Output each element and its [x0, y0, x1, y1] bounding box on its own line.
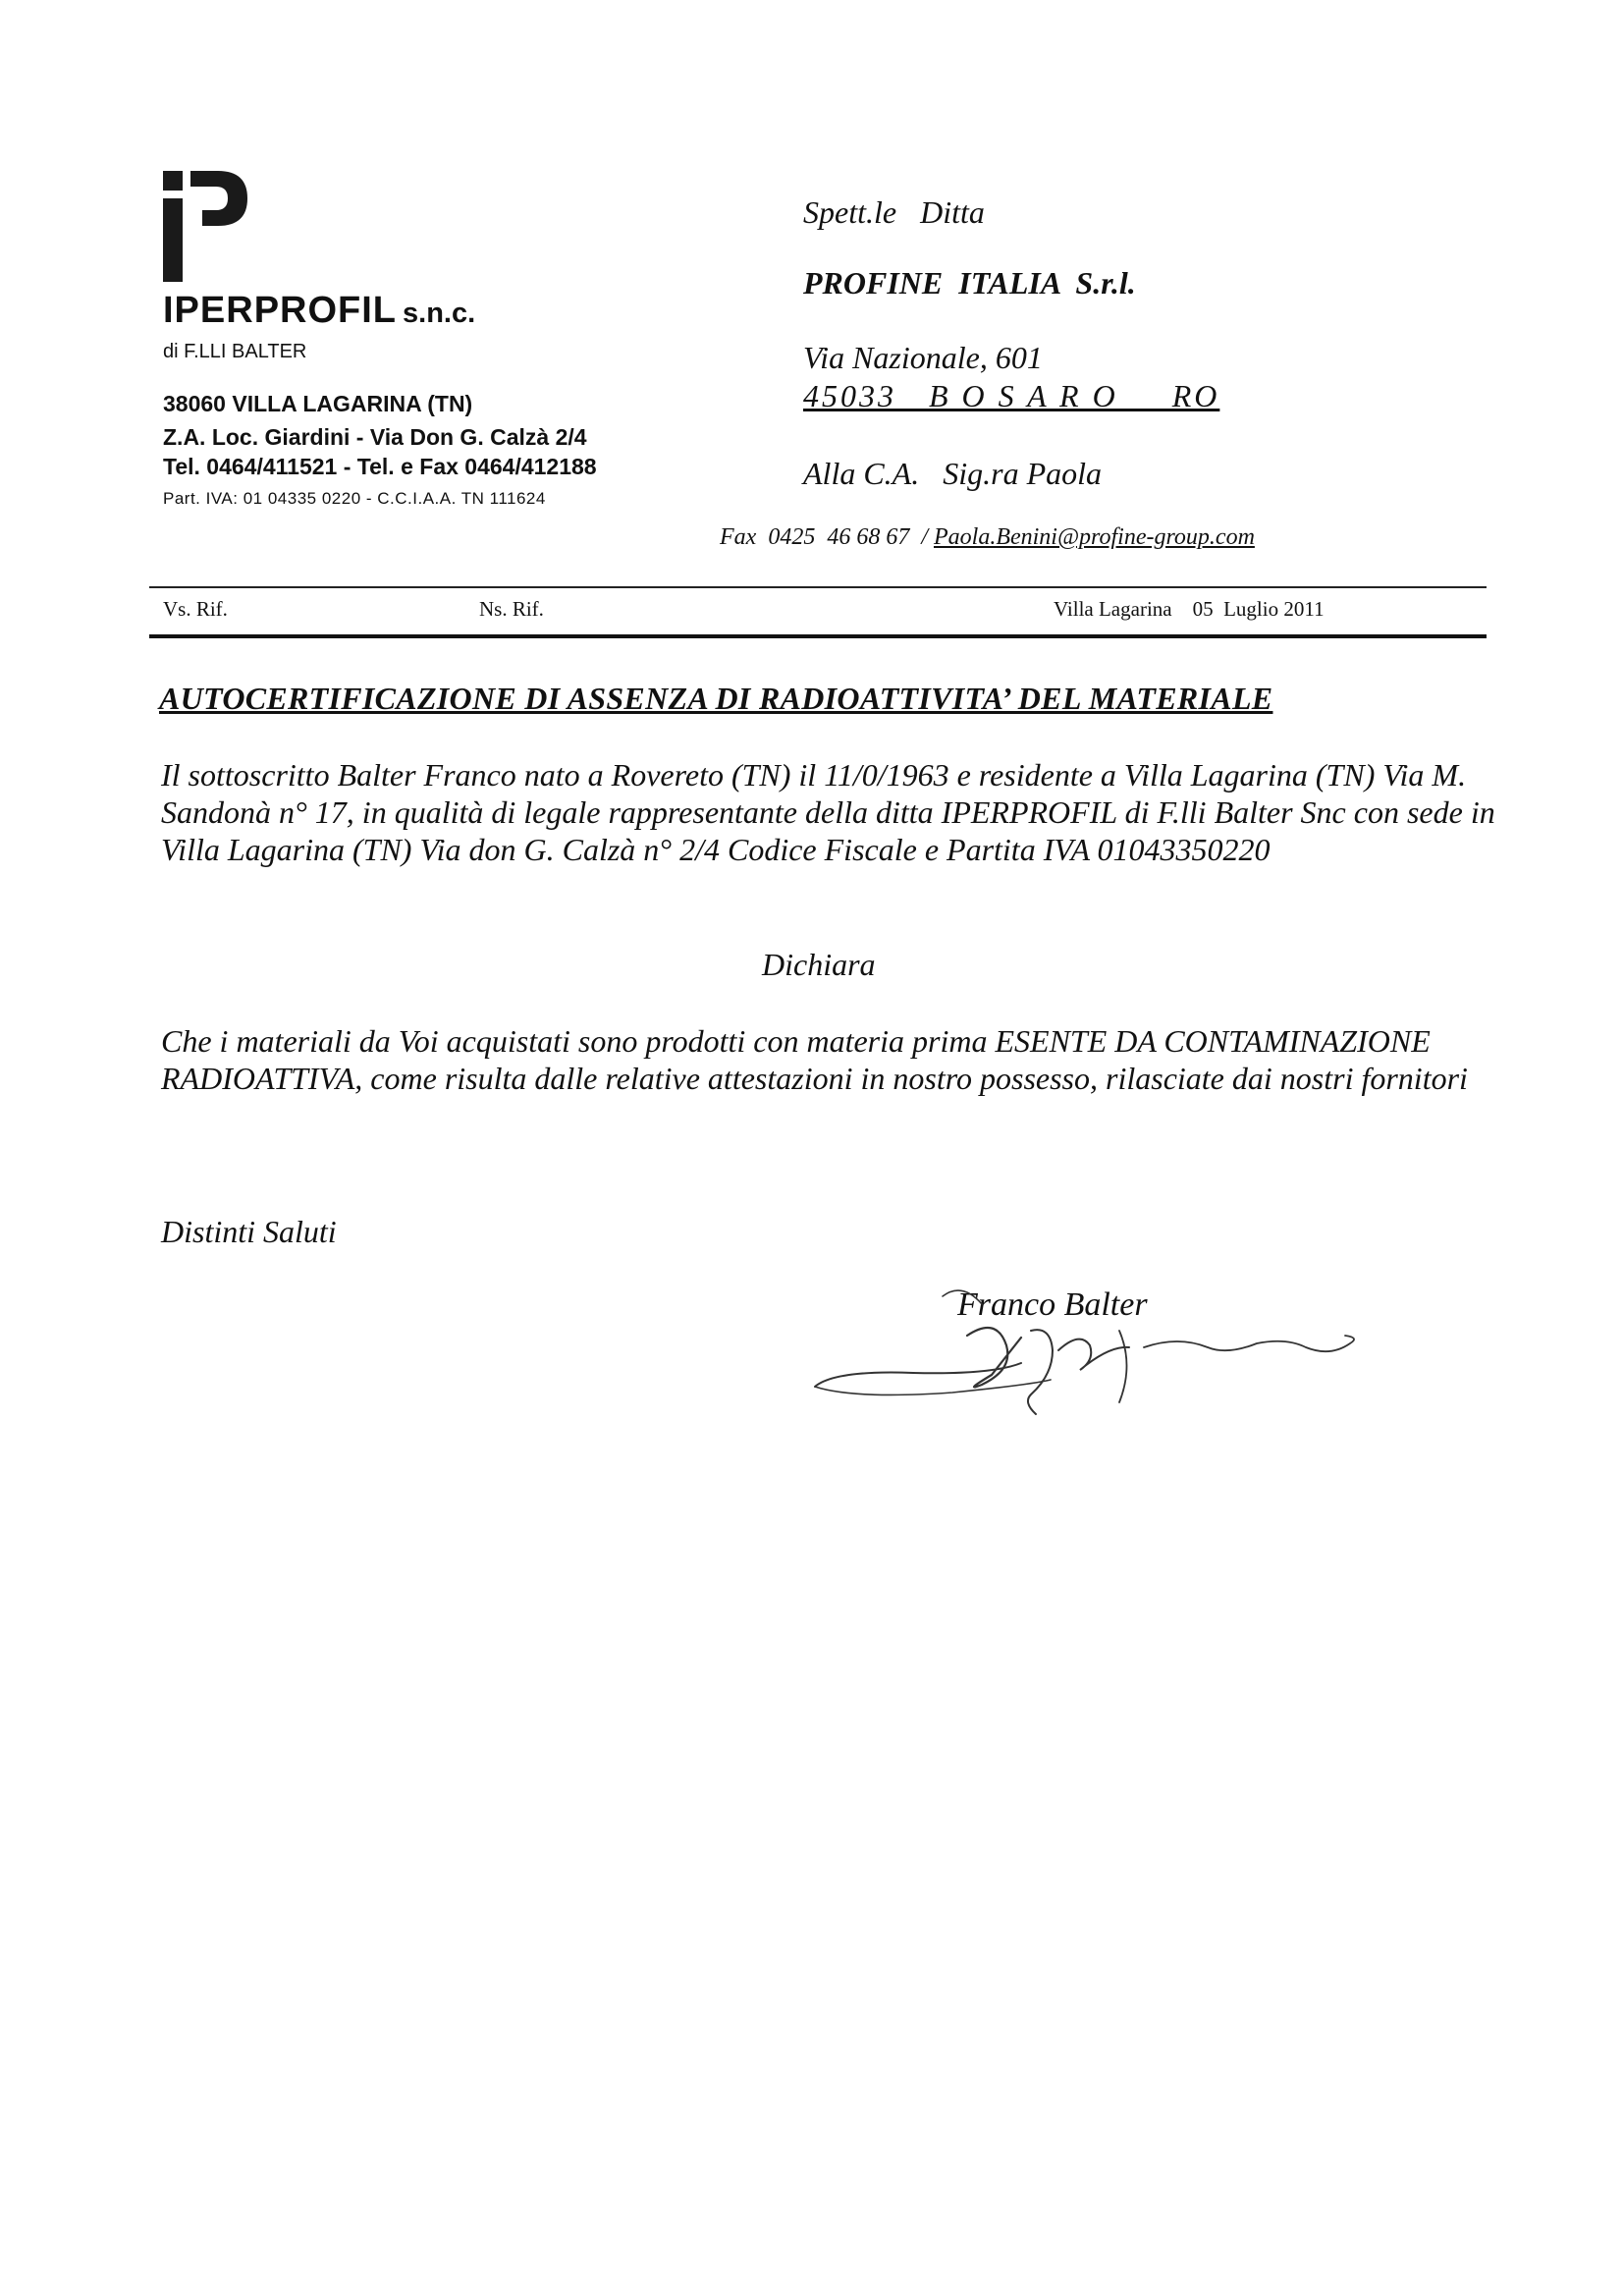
sender-address-line1: 38060 VILLA LAGARINA (TN)	[163, 391, 473, 416]
body-paragraph-2: Che i materiali da Voi acquistati sono prodotti con materia prima ESENTE DA CONTAMINAZIONE RADIOATTIVA, come risulta dalle relative attestazioni in nostro possesso, rilasciate dai nostri fornitori	[161, 1023, 1468, 1096]
recipient-salutation: Spett.le Ditta	[803, 194, 985, 230]
handwritten-signature-icon	[795, 1277, 1365, 1424]
recipient-email-link[interactable]: Paola.Benini@profine-group.com	[933, 524, 1255, 550]
recipient-fax-line	[720, 524, 1255, 551]
recipient-fax: Fax 0425 46 68 67 /	[720, 524, 934, 550]
closing-salutation: Distinti Saluti	[161, 1214, 337, 1249]
reference-ns-rif: Ns. Rif.	[479, 597, 544, 621]
body-paragraph-1: Il sottoscritto Balter Franco nato a Rovereto (TN) il 11/0/1963 e residente a Villa Lagarina (TN) Via M. Sandonà n° 17, in qualità di legale rappresentante della ditta IPERPROFIL di F.lli Balter Snc con sede in Villa Lagarina (TN) Via don G. Calzà n° 2/4 Codice Fiscale e Partita IVA 01043350220	[161, 757, 1495, 867]
company-name	[163, 290, 475, 332]
recipient-company: PROFINE ITALIA S.r.l.	[803, 265, 1136, 301]
reference-vs-rif: Vs. Rif.	[163, 597, 228, 621]
sender-phone-fax: Tel. 0464/411521 - Tel. e Fax 0464/412188	[163, 454, 597, 479]
recipient-city: 45033 B O S A R O RO	[803, 378, 1220, 413]
reference-bottom-divider	[149, 634, 1487, 638]
signer-name: Franco Balter	[957, 1286, 1148, 1323]
place-date: Villa Lagarina 05 Luglio 2011	[1054, 597, 1325, 621]
declaration-heading: Dichiara	[762, 947, 876, 982]
document-title: AUTOCERTIFICAZIONE DI ASSENZA DI RADIOATTIVITA’ DEL MATERIALE	[159, 681, 1273, 716]
company-name-text: IPERPROFIL	[163, 290, 398, 331]
sender-vat-registration: Part. IVA: 01 04335 0220 - C.C.I.A.A. TN 111624	[163, 489, 546, 508]
recipient-attention: Alla C.A. Sig.ra Paola	[803, 456, 1102, 491]
sender-address-line2: Z.A. Loc. Giardini - Via Don G. Calzà 2/4	[163, 424, 587, 450]
ip-logo-icon	[163, 163, 251, 286]
company-suffix: s.n.c.	[403, 298, 476, 329]
company-subtitle: di F.LLI BALTER	[163, 341, 307, 362]
reference-top-divider	[149, 586, 1487, 588]
recipient-street: Via Nazionale, 601	[803, 340, 1043, 375]
